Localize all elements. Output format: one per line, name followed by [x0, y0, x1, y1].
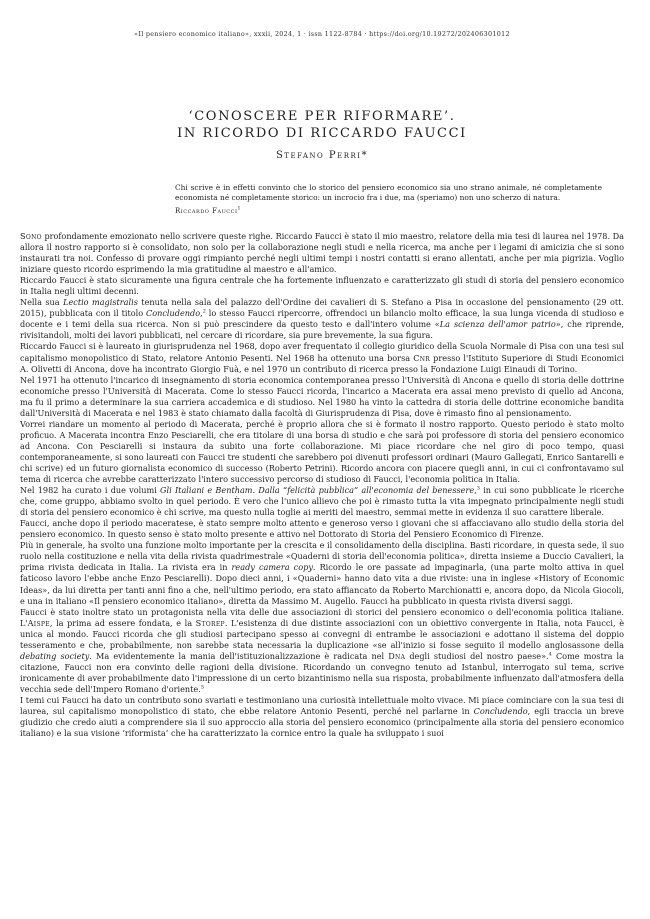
paragraph-text: Vorrei riandare un momento al periodo di Macerata, perché è proprio allora che si è formato il nostro rapporto. Questo periodo è stato molto proficuo. A Macerata incontra Enzo Pesciarelli, che era titolare di una borsa di studio e che sarà poi professore di storia del pensiero economico ad Ancona. Con Pesciarelli si instaura da subito una forte collaborazione. Mi piace ricordare che nel giro di poco tempo, quasi contemporaneamente, si sono laureati con Faucci tre studenti che sarebbero poi divenuti professori ordinari (Mauro Gallegati, Enrico Santarelli e chi scrive) ed un futuro giornalista economico di successo (Roberto Petrini). Ricordo ancora con piacere quegli anni, in cui ci confrontavamo sul tema di ricerca che avrebbe caratterizzato l'intero successivo percorso di studioso di Faucci, l'economia politica in Italia. — [20, 418, 624, 485]
article-title — [20, 108, 624, 142]
paragraph-text: Concludendo — [473, 706, 528, 717]
paragraph-text: tenuta nella sala del palazzo dell'Ordine dei cavalieri di S. Stefano a Pisa in occasione del pensionamento (29 ott. 2015), pubblicata con il titolo — [20, 297, 624, 319]
paragraph-text: Faucci, anche dopo il periodo maceratese, è stato sempre molto attento e generoso verso i giovani che si affacciavano allo studio della storia del pensiero economico. In questo senso è stato molto presente e attivo nel Dottorato di Storia del Pensiero Economico di Firenze. — [20, 518, 624, 540]
paragraph-text: . Ricordo le ore passate ad impaginarla, (una parte molto attiva in quel faticoso lavoro l'ebbe anche Enzo Pesciarelli). Dopo dieci anni, i «Quaderni» hanno dato vita a due riviste: una in inglese «History of Economic Ideas», da lui diretta per tanti anni fino a che, nell'ultimo periodo, era stato affiancato da Roberto Marchionatti e, ancora dopo, da Nicola Giocoli, e una in italiano «Il pensiero economico italiano», diretta da Massimo M. Augello. Faucci ha pubblicato in questa rivista diversi saggi. — [20, 562, 624, 606]
paragraph-text: debating society — [20, 650, 90, 661]
paragraph-text: in cui sono pubblicate le ricerche che, come gruppo, abbiamo svolto in quel periodo. È vero che l'unico allievo che poi è rimasto tutta la vita impegnato principalmente negli studi di storia del pensiero economico è chi scrive, ma questo nulla toglie ai meriti del maestro, semmai mette in evidenza il suo carattere liberale. — [20, 485, 624, 518]
paragraph-text: Faucci è stato inoltre stato un protagonista nella vita delle due associazioni di storici del pensiero economico o dell'economia politica italiane. L' — [20, 606, 624, 628]
paragraph-text: , — [474, 485, 477, 496]
paragraph-text: Sono — [20, 231, 42, 241]
paragraph-text: La scienza dell'amor patrio — [439, 319, 556, 330]
paragraph-text: Riccardo Faucci si è laureato in giurisprudenza nel 1968, dopo aver frequentato il collegio giuridico della Scuola Normale di Pisa con una tesi sul capitalismo monopolistico di Stato, relatore Antonio Pesenti. Nel 1968 ha ottenuto una borsa — [20, 341, 624, 363]
title-line-1: ‘CONOSCERE PER RIFORMARE’. — [188, 109, 456, 124]
footnote-marker: 2 — [202, 308, 206, 315]
body-paragraph — [20, 485, 624, 518]
paragraph-text: degli studiosi del nostro paese». — [405, 650, 549, 661]
paragraph-text: Cnr — [413, 352, 431, 363]
body-paragraph — [20, 341, 624, 374]
running-head: «Il pensiero economico italiano», xxxii, 2024, 1 · issn 1122-8784 · https://doi.org/10.19272/202406301012 — [134, 30, 510, 38]
body-paragraph — [20, 419, 624, 485]
epigraph-attribution — [175, 207, 602, 215]
paragraph-text: Riccardo Faucci è stato sicuramente una figura centrale che ha fortemente influenzato e caratterizzato gli studi di storia del pensiero economico in Italia negli ultimi decenni. — [20, 275, 624, 297]
paragraph-text: . L'esistenza di due distinte associazioni con un obiettivo convergente in Italia, nota Faucci, è unica al mondo. Faucci ricorda che gli studiosi partecipano spesso ai convegni di entrambe le associazioni e adottano il sistema del doppio tesseramento e che, probabilmente, non sarebbe stata necessaria la duplicazione «se all'inizio si fosse seguito il modello anglosassone della — [20, 617, 625, 650]
paragraph-text: , la prima ad essere fondata, e la — [49, 617, 196, 628]
paragraph-text: Lectio magistralis — [63, 297, 138, 308]
body-paragraph — [20, 607, 624, 695]
paragraph-text: presso l'Istituto Superiore di Studi Economici A. Olivetti di Ancona, dove ha incontrato Giorgio Fuà, e nel 1970 un contributo di ricerca presso la Fondazione Luigi Einaudi di Torino. — [20, 352, 625, 374]
paragraph-text: profondamente emozionato nello scrivere queste righe. Riccardo Faucci è stato il mio maestro, relatore della mia tesi di laurea nel 1978. Da allora il nostro rapporto si è consolidato, non solo per la collaborazione negli studi e nella ricerca, ma anche per i legami di amicizia che si sono instaurati tra noi. Confesso di provare oggi rimpianto perché negli ultimi tempi i nostri contatti si erano allentati, anche per mia pigrizia. Voglio iniziare questo ricordo esprimendo la mia gratitudine al maestro e all'amico. — [20, 231, 624, 275]
body-paragraph — [20, 540, 624, 606]
body-paragraph — [20, 518, 624, 540]
paragraph-text: I temi cui Faucci ha dato un contributo sono svariati e testimoniano una curiosità intellettuale molto vivace. Mi piace cominciare con la sua tesi di laurea, sul capitalismo monopolistico di stato, che ebbe relatore Antonio Pesenti, perché nel parlarne in — [20, 694, 624, 717]
footnote-marker: 3 — [476, 485, 480, 492]
paragraph-text: , egli traccia un breve giudizio che credo aiuti a comprendere sia il suo approccio alla storia del pensiero economico (principalmente alla storia del pensiero economico italiano) e la sua visione ‘riformista’ che ha caratterizzato la cornice entro la quale ha sviluppato i suoi — [20, 706, 624, 739]
epigraph-footnote-marker: 1 — [237, 205, 242, 212]
paragraph-text: lo stesso Faucci ripercorre, offrendoci un bilancio molto efficace, la sua lunga vicenda di studioso e docente e i temi della sua ricerca. Non si può prescindere da questo testo e dall'intero volume « — [20, 308, 624, 330]
author-footnote-marker: * — [361, 150, 369, 161]
epigraph-quote: Chi scrive è in effetti convinto che lo storico del pensiero economico sia uno strano animale, né completamente economista né completamente storico: un incrocio fra i due, ma (speriamo) non uno scherzo di natura. — [175, 183, 602, 202]
footnote-marker: 5 — [200, 684, 205, 691]
paragraph-text: Dna — [388, 650, 406, 661]
body-paragraph — [20, 275, 624, 297]
paragraph-text: Aispe — [27, 617, 50, 628]
paragraph-text: Gli Italiani e Bentham. Dalla “felicità pubblica” all'economia del benessere — [160, 485, 475, 496]
body-paragraph — [20, 695, 624, 739]
body-paragraph — [20, 375, 624, 419]
paragraph-text: Come mostra la citazione, Faucci non era convinto delle ragioni della divisione. Ricordando un convegno tenuto ad Istanbul, interrogato sul tema, scrive ironicamente di aver probabilmente dato l'impressione di un certo bizantinismo nella sua risposta, probabilmente influenzato dall'atmosfera della vecchia sede dell'Impero Romano d'oriente. — [20, 650, 625, 694]
author-text: Stefano Perri — [275, 150, 362, 161]
paragraph-text: Storep — [195, 617, 225, 628]
paragraph-text: Più in generale, ha svolto una funzione molto importante per la crescita e il consolidamento della disciplina. Basti ricordare, in questa sede, il suo ruolo nella costituzione e nella vita della rivista quadrimestrale «Quaderni di storia dell'economia politica», diretta insieme a Duccio Cavalieri, la prima rivista dedicata in Italia. La rivista era in — [20, 540, 624, 573]
paragraph-text: . Ma evidentemente la mania dell'istituzionalizzazione è radicata nel — [89, 650, 389, 661]
epigraph-author: Riccardo Faucci — [175, 207, 238, 215]
article-body — [20, 231, 624, 739]
paragraph-text: Nel 1982 ha curato i due volumi — [20, 485, 161, 496]
paragraph-text: Nella sua — [20, 297, 64, 308]
paragraph-text: », che riprende, rivisitandoli, molti dei lavori pubblicati, nel cercare di ricordare, sia pure brevemente, la sua figura. — [20, 319, 625, 341]
author-name — [20, 150, 624, 161]
footnote-marker: 4 — [548, 651, 552, 658]
paragraph-text: , — [200, 308, 203, 319]
paragraph-text: Nel 1971 ha ottenuto l'incarico di insegnamento di storia economica contemporanea presso l'Università di Ancona e quello di storia delle dottrine economiche presso l'Università di Macerata. Come lo stesso Faucci ricorda, l'incarico a Macerata era assai meno previsto di quello ad Ancona, ma fu il primo a determinare la sua carriera accademica e di studioso. Nel 1980 ha vinto la cattedra di storia delle dottrine economiche bandita dall'Università di Macerata e nel 1983 è stato chiamato dalla facoltà di Giurisprudenza di Pisa, dove è rimasto fino al pensionamento. — [20, 374, 624, 418]
body-paragraph — [20, 231, 624, 275]
paragraph-text: ready camera copy — [231, 562, 313, 573]
title-line-2: IN RICORDO DI RICCARDO FAUCCI — [177, 126, 467, 141]
paragraph-text: Concludendo — [146, 308, 201, 319]
body-paragraph — [20, 297, 624, 341]
